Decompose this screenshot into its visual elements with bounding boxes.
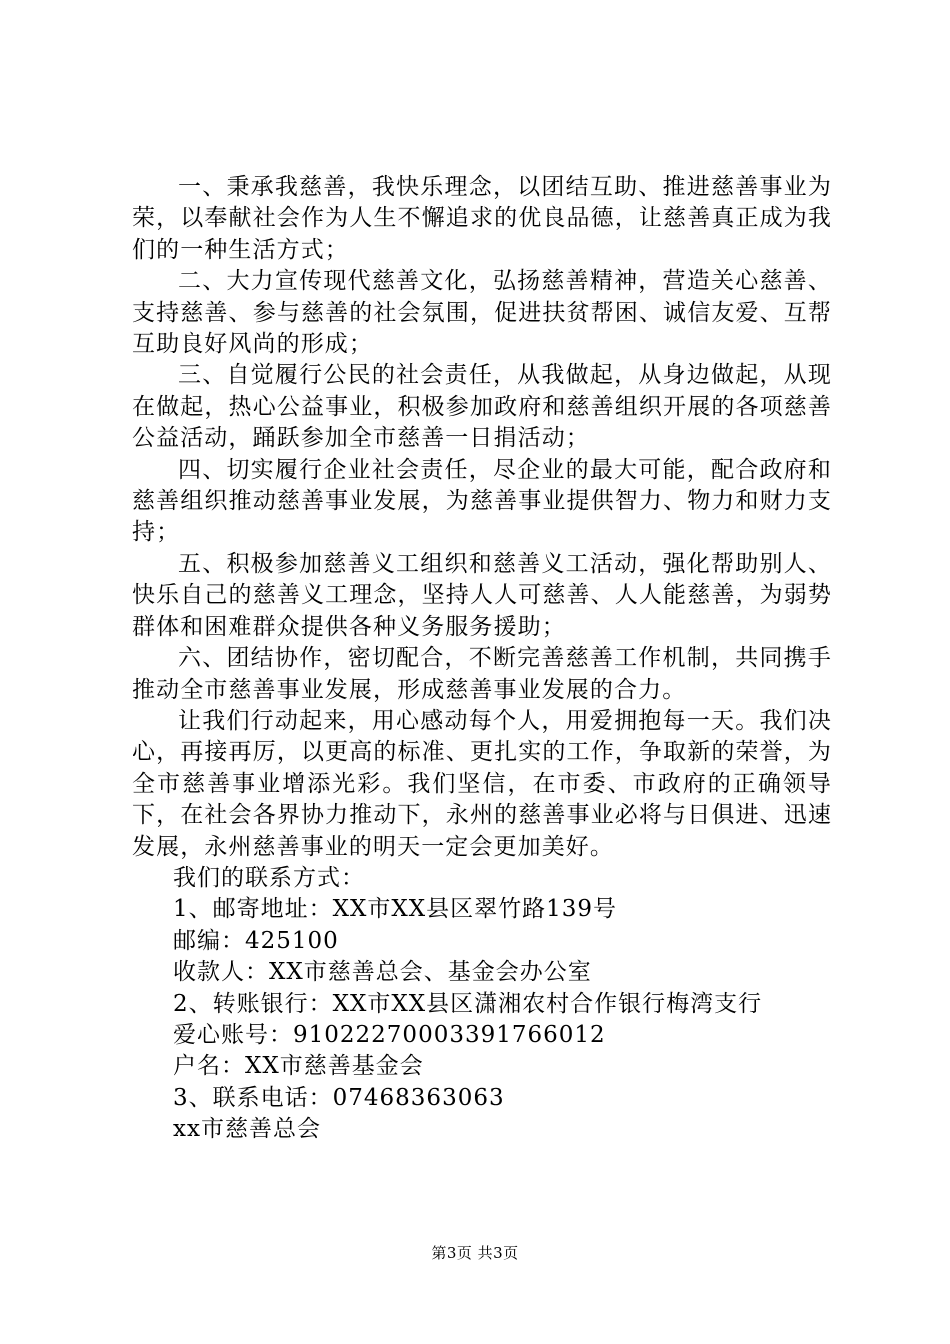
closing-paragraph: 让我们行动起来，用心感动每个人，用爱拥抱每一天。我们决心，再接再厉，以更高的标准、更扎实的工作，争取新的荣誉，为全市慈善事业增添光彩。我们坚信，在市委、市政府的正确领导下，在社会各界协力推动下，永州的慈善事业必将与日俱进、迅速发展，永州慈善事业的明天一定会更加美好。 (132, 707, 832, 860)
contact-payee: 收款人：XX市慈善总会、基金会办公室 (173, 959, 592, 986)
contact-address: 1、邮寄地址：XX市XX县区翠竹路139号 (173, 896, 618, 923)
paragraph-5: 五、积极参加慈善义工组织和慈善义工活动，强化帮助别人、快乐自己的慈善义工理念，坚持人人可慈善、人人能慈善，为弱势群体和困难群众提供各种义务服务援助； (132, 550, 832, 640)
paragraph-3: 三、自觉履行公民的社会责任，从我做起，从身边做起，从现在做起，热心公益事业，积极参加政府和慈善组织开展的各项慈善公益活动，踊跃参加全市慈善一日捐活动； (132, 362, 832, 452)
paragraph-1: 一、秉承我慈善，我快乐理念，以团结互助、推进慈善事业为荣，以奉献社会作为人生不懈追求的优良品德，让慈善真正成为我们的一种生活方式； (132, 174, 832, 263)
contact-bank: 2、转账银行：XX市XX县区潇湘农村合作银行梅湾支行 (173, 990, 763, 1017)
contact-account-name: 户名：XX市慈善基金会 (173, 1053, 424, 1080)
paragraph-4: 四、切实履行企业社会责任，尽企业的最大可能，配合政府和慈善组织推动慈善事业发展，为慈善事业提供智力、物力和财力支持； (132, 456, 832, 546)
paragraph-2: 二、大力宣传现代慈善文化，弘扬慈善精神，营造关心慈善、支持慈善、参与慈善的社会氛围，促进扶贫帮困、诚信友爱、互帮互助良好风尚的形成； (132, 268, 832, 358)
contact-heading: 我们的联系方式： (173, 864, 365, 891)
signature: xx市慈善总会 (173, 1116, 321, 1143)
contact-section (132, 863, 832, 1146)
contact-postcode: 邮编：425100 (173, 927, 339, 954)
contact-phone: 3、联系电话：07468363063 (173, 1084, 505, 1111)
contact-account: 爱心账号：91022270003391766012 (173, 1021, 606, 1048)
page-footer: 第3页 共3页 (431, 1244, 519, 1262)
document-body (132, 172, 832, 1146)
paragraph-6: 六、团结协作，密切配合，不断完善慈善工作机制，共同携手推动全市慈善事业发展，形成慈善事业发展的合力。 (132, 645, 832, 703)
